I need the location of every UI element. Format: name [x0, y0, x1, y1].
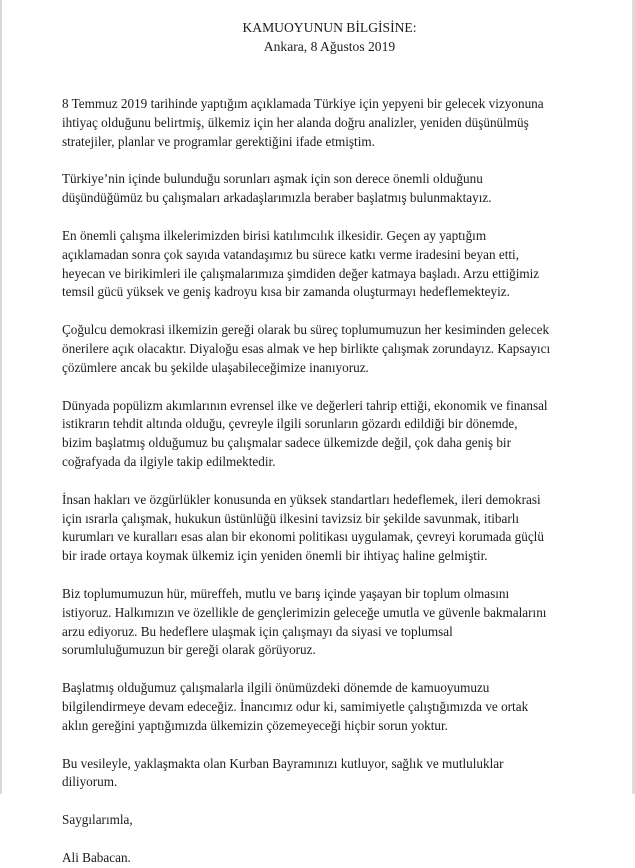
paragraph-line: coğrafyada da ilgiyle takip edilmektedir.	[62, 453, 276, 469]
paragraph-line: aklın gereğini yaptığımızda ülkemizin çözemeyeceği hiçbir sorun yoktur.	[62, 717, 448, 733]
paragraph-line: Biz toplumumuzun hür, müreffeh, mutlu ve barış içinde yaşayan bir toplum olmasını	[62, 585, 510, 601]
paragraph-line: Türkiye’nin içinde bulunduğu sorunları aşmak için son derece önemli olduğunu	[62, 171, 483, 187]
paragraph-line: diliyorum.	[62, 774, 118, 790]
letter-title: KAMUOYUNUN BİLGİSİNE:	[242, 20, 417, 35]
paragraph-line: ihtiyaç olduğunu belirtmiş, ülkemiz için her alanda doğru analizler, yeniden düşünülmüş	[62, 114, 529, 130]
paragraph-line: Bu vesileyle, yaklaşmakta olan Kurban Bayramınızı kutluyor, sağlık ve mutluluklar	[62, 755, 504, 771]
paragraph-line: düşündüğümüz bu çalışmaları arkadaşlarımızla beraber başlatmış bulunmaktayız.	[62, 190, 492, 206]
paragraph-line: Dünyada popülizm akımlarının evrensel ilke ve değerleri tahrip ettiği, ekonomik ve finansal	[62, 397, 548, 413]
paragraph	[62, 227, 587, 302]
paragraph-line: istikrarın tehdit altında olduğu, çevreyle ilgili sorunların gözardı edildiği bir dönemde,	[62, 416, 518, 432]
paragraph-line: 8 Temmuz 2019 tarihinde yaptığım açıklamada Türkiye için yepyeni bir gelecek vizyonuna	[62, 96, 544, 111]
paragraph-line: kurumları ve kuralları esas alan bir ekonomi politikası uygulamak, çevreyi korumada güçlü	[62, 529, 544, 545]
paragraph-line: bilgilendirmeye devam edeceğiz. İnancımız odur ki, samimiyetle çalıştığımızda ve ortak	[62, 698, 529, 714]
letter-header	[72, 18, 587, 56]
paragraph	[62, 397, 587, 472]
paragraph	[62, 170, 587, 208]
paragraph	[62, 95, 587, 151]
paragraph	[62, 755, 587, 793]
paragraph-line: açıklamadan sonra çok sayıda vatandaşımız bu sürece katkı verme iradesini beyan etti,	[62, 246, 519, 262]
paragraph-line: Çoğulcu demokrasi ilkemizin gereği olarak bu süreç toplumumuzun her kesiminden gelecek	[62, 322, 550, 338]
paragraph-line: heyecan ve birikimleri ile çalışmalarımıza şimdiden değer katmaya başladı. Arzu ettiğimiz	[62, 265, 540, 281]
salutation: Saygılarımla,	[62, 812, 133, 828]
paragraph	[62, 321, 587, 377]
paragraph-line: stratejiler, planlar ve programlar gerektiğini ifade etmiştim.	[62, 133, 375, 149]
paragraph-line: çözümlere ancak bu şekilde ulaşabileceğimize inanıyoruz.	[62, 359, 369, 375]
paragraph	[62, 585, 587, 660]
paragraph-line: Başlatmış olduğumuz çalışmalarla ilgili önümüzdeki dönemde de kamuoyumuzu	[62, 680, 490, 696]
paragraph-line: arzu ediyoruz. Bu hedeflere ulaşmak için çalışmayı da siyasi ve toplumsal	[62, 623, 453, 639]
paragraph-line: bir irade ortaya koymak ülkemiz için yeniden önemli bir ihtiyaç haline gelmiştir.	[62, 548, 488, 564]
paragraph-line: temsil gücü yüksek ve geniş kadroyu kısa bir zamanda oluşturmayı hedeflemekteyiz.	[62, 284, 510, 300]
page-edge-left	[0, 0, 2, 794]
letter-body	[62, 95, 587, 792]
paragraph-line: sorumluluğumuzun bir gereği olarak görüyoruz.	[62, 642, 316, 658]
paragraph	[62, 679, 587, 735]
signature: Ali Babacan.	[62, 849, 131, 865]
paragraph-line: En önemli çalışma ilkelerimizden birisi katılımcılık ilkesidir. Geçen ay yaptığım	[62, 227, 487, 243]
paragraph-line: önerilere açık olacaktır. Diyaloğu esas almak ve hep birlikte çalışmak zorundayız. Kapsayıcı	[62, 340, 551, 356]
paragraph-line: istiyoruz. Halkımızın ve özellikle de gençlerimizin geleceğe umutla ve güvenle bakmalarını	[62, 604, 547, 620]
letter-place-date: Ankara, 8 Ağustos 2019	[263, 39, 396, 54]
paragraph	[62, 491, 587, 566]
document-page	[62, 18, 587, 868]
paragraph-line: bizim başlatmış olduğumuz bu çalışmalar sadece ülkemizde değil, çok daha geniş bir	[62, 435, 511, 451]
letter-closing	[62, 811, 587, 868]
paragraph-line: için ısrarla çalışmak, hukukun üstünlüğü ilkesini tavizsiz bir şekilde savunmak, itibarlı	[62, 510, 520, 526]
paragraph-line: İnsan hakları ve özgürlükler konusunda en yüksek standartları hedeflemek, ileri demokrasi	[62, 491, 541, 507]
